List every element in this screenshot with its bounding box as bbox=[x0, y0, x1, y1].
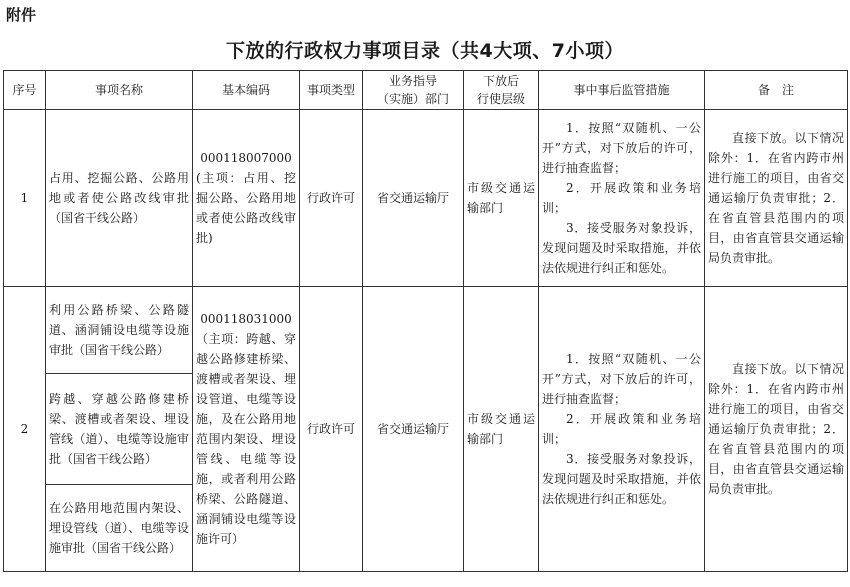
row-type: 行政许可 bbox=[300, 110, 363, 287]
col-header-dept-line2: （实施）部门 bbox=[376, 92, 449, 106]
row-remark bbox=[705, 110, 848, 287]
row-name: 利用公路桥梁、公路隧道、涵洞铺设电缆等设施审批（国省干线公路） bbox=[46, 287, 193, 374]
table-row bbox=[4, 110, 848, 287]
col-header-measures: 事中事后监管措施 bbox=[539, 71, 705, 110]
row-code-cell bbox=[193, 287, 300, 572]
row-name: 在公路用地范围内架设、埋设管线（道）、电缆等设施审批（国省干线公路） bbox=[46, 485, 193, 572]
remark-text: 直接下放。以下情况除外：1．在省内跨市州进行施工的项目，由省交通运输厅负责审批；2．在省直管县范围内的项目，由省直管县交通运输局负责审批。 bbox=[708, 131, 844, 265]
measure-item: 3．接受服务对象投诉，发现问题及时采取措施，并依法依规进行纠正和惩处。 bbox=[542, 221, 701, 275]
row-code-cell bbox=[193, 110, 300, 287]
row-code: 000118031000 bbox=[200, 312, 292, 326]
attachment-label: 附件 bbox=[6, 6, 37, 24]
row-no: 1 bbox=[4, 110, 46, 287]
col-header-level bbox=[464, 71, 539, 110]
col-header-code: 基本编码 bbox=[193, 71, 300, 110]
remark-text: 直接下放。以下情况除外：1．在省内跨市州进行施工的项目，由省交通运输厅负责审批；2．在省直管县范围内的项目，由省直管县交通运输局负责审批。 bbox=[708, 362, 844, 496]
row-code: 000118007000 bbox=[200, 151, 292, 165]
col-header-remark: 备 注 bbox=[705, 71, 848, 110]
row-name: 占用、挖掘公路、公路用地或者使公路改线审批（国省干线公路） bbox=[46, 110, 193, 287]
row-code-note: (主项：占用、挖掘公路、公路用地或者使公路改线审批) bbox=[196, 171, 296, 245]
col-header-level-line1: 下放后 bbox=[482, 74, 519, 88]
table-row bbox=[4, 287, 848, 374]
row-no: 2 bbox=[4, 287, 46, 572]
row-dept: 省交通运输厅 bbox=[363, 110, 464, 287]
col-header-level-line2: 行使层级 bbox=[476, 92, 525, 106]
table-header-row bbox=[4, 71, 848, 110]
row-level: 市级交通运输部门 bbox=[464, 287, 539, 572]
row-dept: 省交通运输厅 bbox=[363, 287, 464, 572]
measure-item: 3．接受服务对象投诉，发现问题及时采取措施，并依法依规进行纠正和惩处。 bbox=[542, 452, 701, 506]
row-level: 市级交通运输部门 bbox=[464, 110, 539, 287]
row-code-note: （主项：跨越、穿越公路修建桥梁、渡槽或者架设、埋设管道、电缆等设施，及在公路用地范围内架设、埋设管线、电缆等设施，或者利用公路桥梁、公路隧道、涵洞铺设电缆等设施许可） bbox=[196, 332, 296, 546]
col-header-dept-line1: 业务指导 bbox=[388, 74, 437, 88]
col-header-no: 序号 bbox=[4, 71, 46, 110]
row-measures bbox=[539, 287, 705, 572]
col-header-name: 事项名称 bbox=[46, 71, 193, 110]
items-table bbox=[3, 70, 848, 572]
row-remark bbox=[705, 287, 848, 572]
measure-item: 1．按照“双随机、一公开”方式，对下放后的许可，进行抽查监督； bbox=[542, 352, 701, 406]
row-type: 行政许可 bbox=[300, 287, 363, 572]
page-title: 下放的行政权力事项目录（共4大项、7小项） bbox=[226, 40, 624, 62]
col-header-type: 事项类型 bbox=[300, 71, 363, 110]
row-measures bbox=[539, 110, 705, 287]
col-header-dept bbox=[363, 71, 464, 110]
row-name: 跨越、穿越公路修建桥梁、渡槽或者架设、埋设管线（道）、电缆等设施审批（国省干线公路） bbox=[46, 374, 193, 485]
measure-item: 1．按照“双随机、一公开”方式，对下放后的许可，进行抽查监督； bbox=[542, 121, 701, 175]
measure-item: 2．开展政策和业务培训； bbox=[542, 412, 701, 446]
measure-item: 2．开展政策和业务培训； bbox=[542, 181, 701, 215]
